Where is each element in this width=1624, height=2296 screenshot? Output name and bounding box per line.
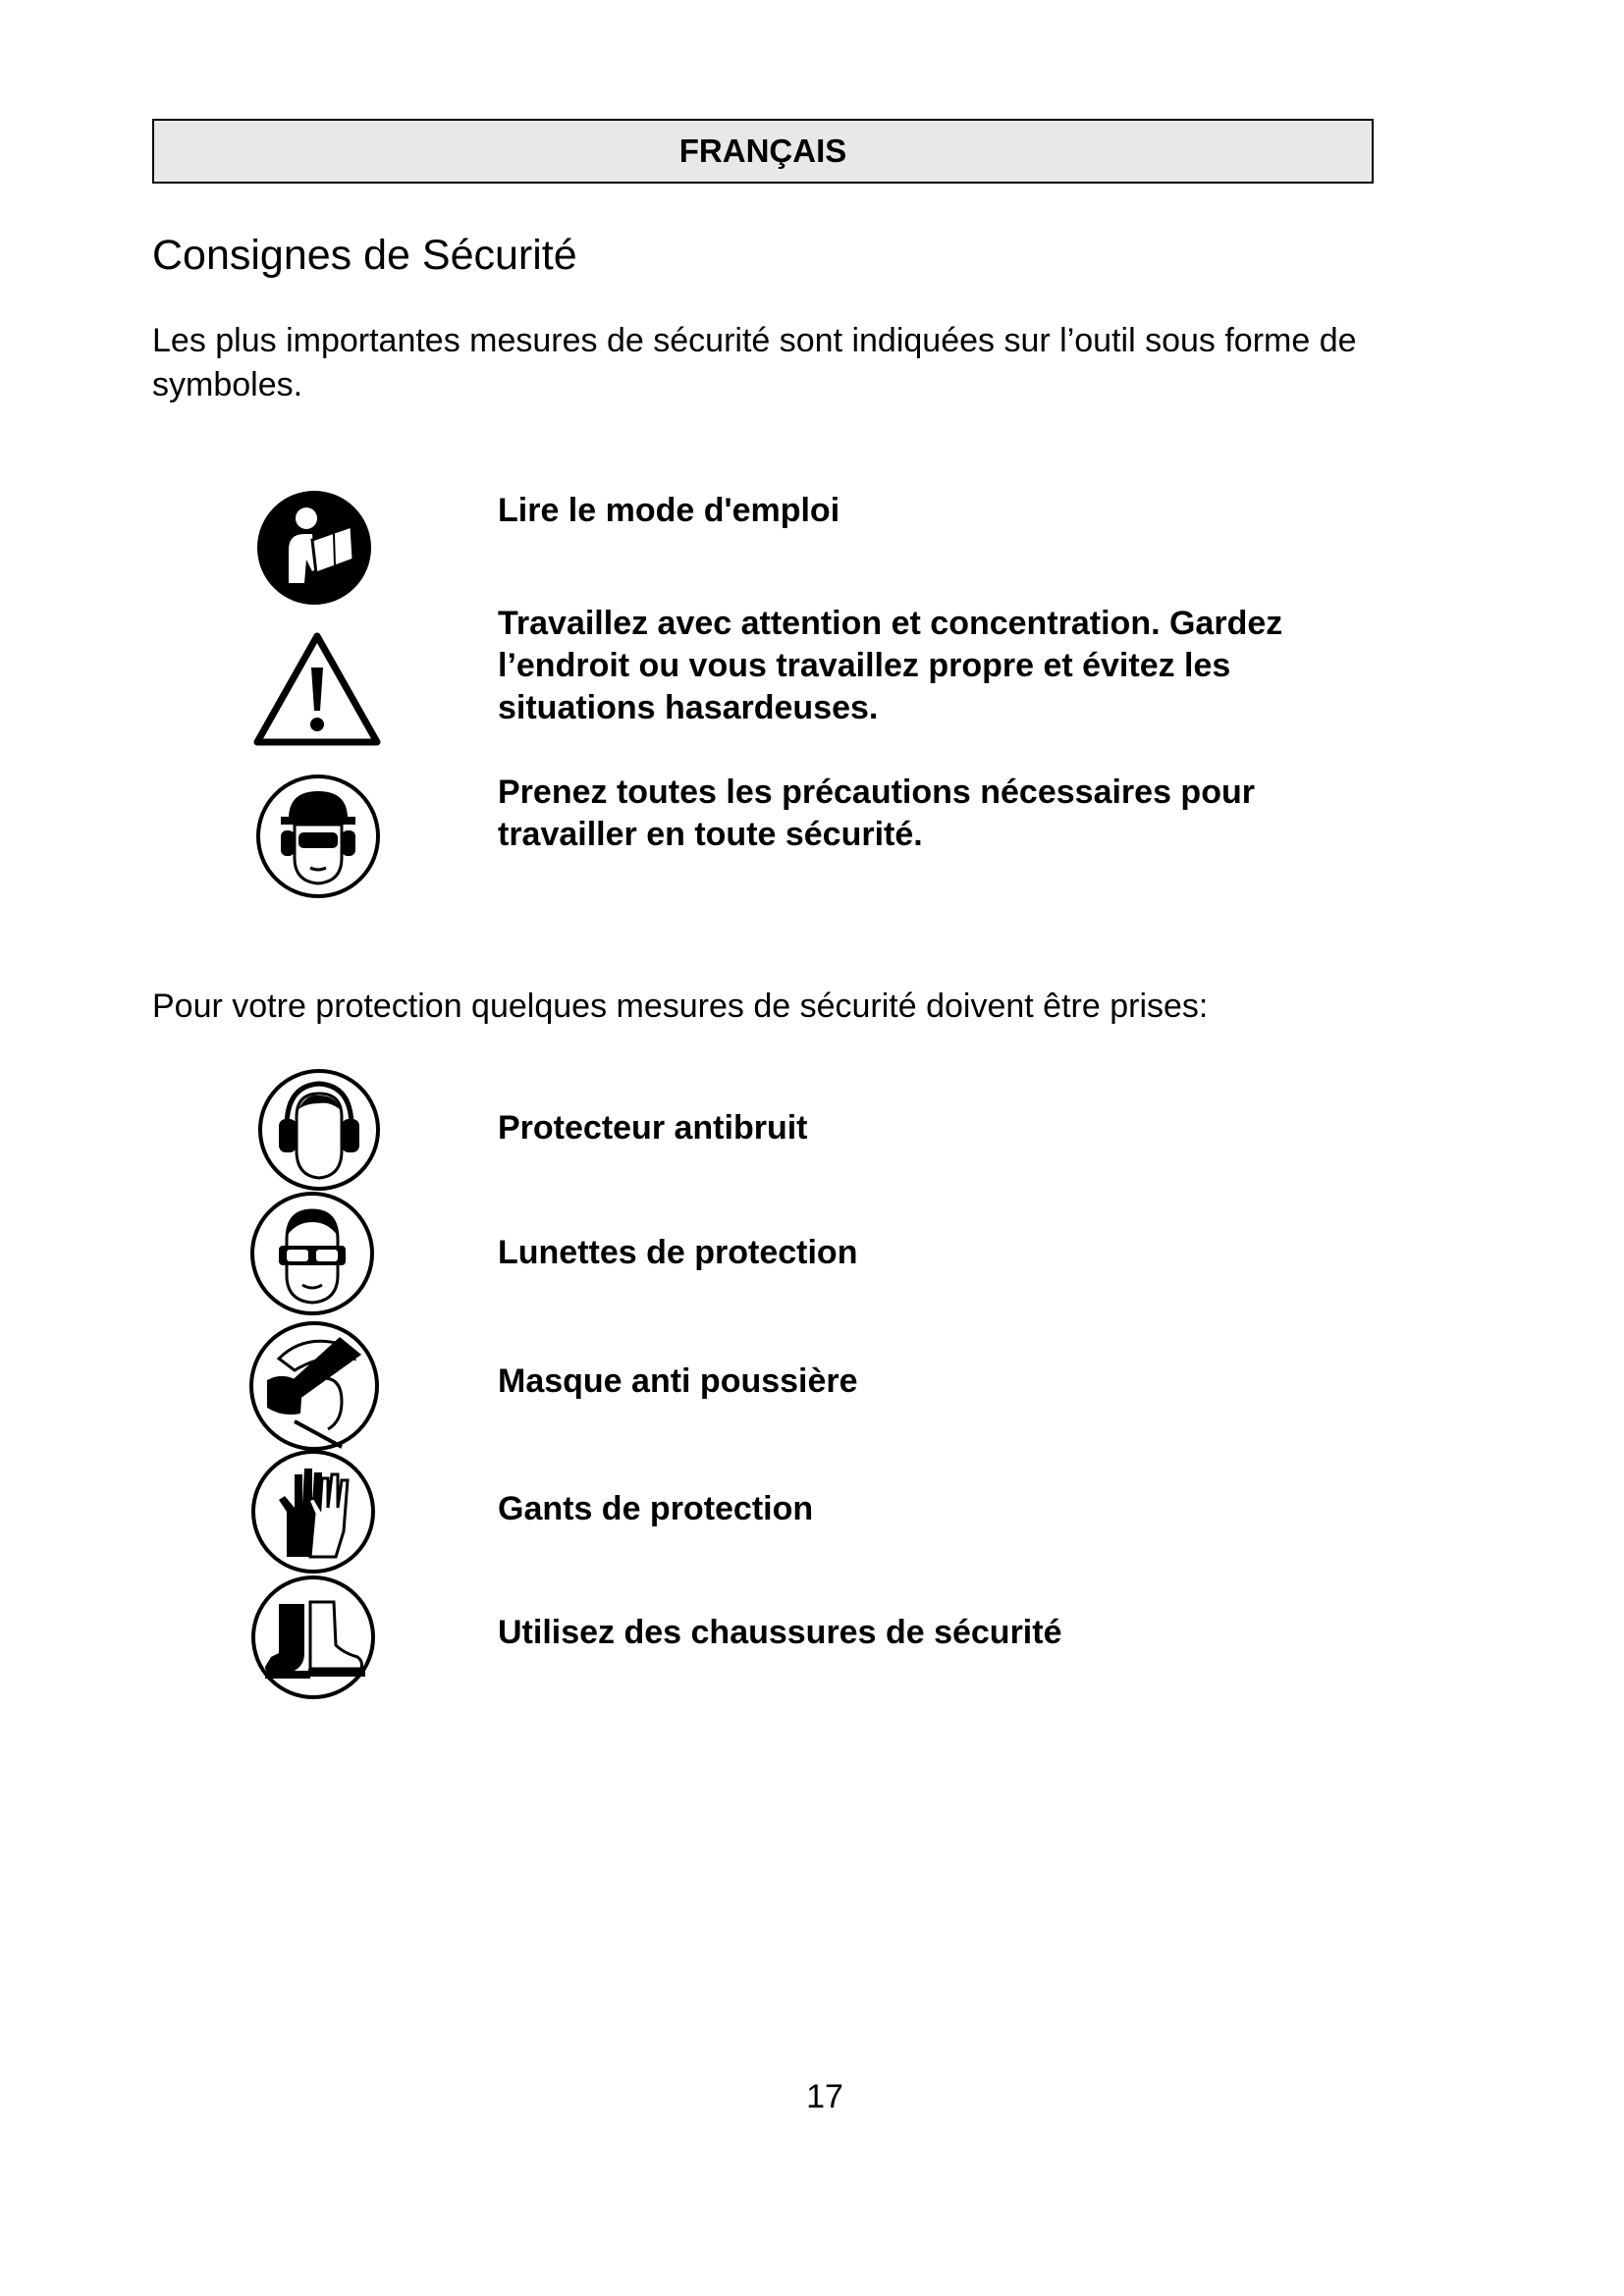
protection-label: Utilisez des chaussures de sécurité [498,1614,1062,1651]
safety-shoes-icon [249,1575,377,1700]
ear-protection-icon [257,1068,381,1192]
protection-label: Lunettes de protection [498,1234,858,1271]
symbol-label: Lire le mode d'emploi [498,492,840,529]
page-number: 17 [806,2078,843,2115]
protection-label: Masque anti poussière [498,1362,858,1400]
head-protection-icon [255,774,381,899]
symbol-label: Travaillez avec attention et concentration. Gardez l’endroit ou vous travaillez propre et évitez les situations hasardeuses. [498,605,1283,726]
symbol-label: Prenez toutes les précautions nécessaires pour travailler en toute sécurité. [498,774,1255,853]
protection-intro: Pour votre protection quelques mesures de sécurité doivent être prises: [152,988,1209,1025]
dust-mask-icon [245,1319,383,1453]
warning-triangle-icon [253,632,381,746]
protection-label: Protecteur antibruit [498,1109,808,1147]
protection-label: Gants de protection [498,1490,814,1527]
safety-goggles-icon [249,1191,375,1316]
language-header: FRANÇAIS [152,119,1374,184]
read-manual-icon [255,489,373,607]
page-title: Consignes de Sécurité [152,232,577,279]
intro-paragraph: Les plus importantes mesures de sécurité sont indiquées sur l’outil sous forme de symboles. [152,322,1357,403]
protective-gloves-icon [249,1449,377,1575]
